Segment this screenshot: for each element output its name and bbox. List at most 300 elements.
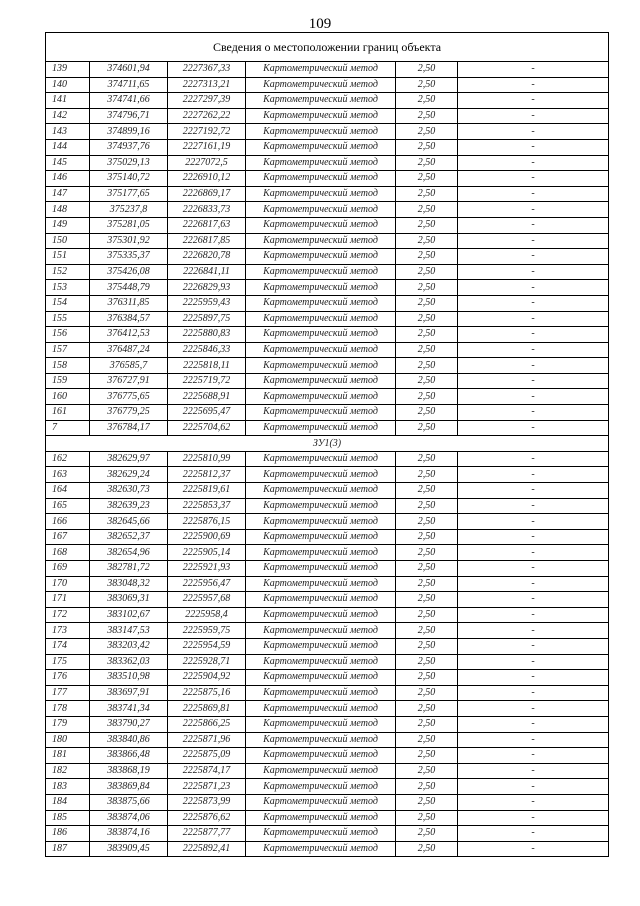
method-cell: Картометрический метод: [246, 139, 396, 155]
coordinate-x: 375237,8: [90, 202, 168, 218]
method-cell: Картометрический метод: [246, 607, 396, 623]
coordinate-y: 2226833,73: [168, 202, 246, 218]
description-cell: -: [458, 467, 609, 483]
point-number: 156: [46, 327, 90, 343]
table-row: [46, 638, 609, 654]
description-cell: -: [458, 93, 609, 109]
coordinate-y: 2225957,68: [168, 592, 246, 608]
precision-cell: 2,50: [396, 311, 458, 327]
coordinate-y: 2225869,81: [168, 701, 246, 717]
table-row: [46, 810, 609, 826]
precision-cell: 2,50: [396, 420, 458, 436]
table-row: [46, 685, 609, 701]
coordinate-x: 383869,84: [90, 779, 168, 795]
coordinate-x: 376384,57: [90, 311, 168, 327]
point-number: 161: [46, 405, 90, 421]
coordinate-x: 383874,06: [90, 810, 168, 826]
coordinate-y: 2225695,47: [168, 405, 246, 421]
table-row: [46, 592, 609, 608]
coordinate-x: 382652,37: [90, 529, 168, 545]
coordinate-x: 382630,73: [90, 483, 168, 499]
coordinate-x: 374796,71: [90, 108, 168, 124]
coordinate-x: 382629,97: [90, 451, 168, 467]
method-cell: Картометрический метод: [246, 451, 396, 467]
coordinate-x: 376779,25: [90, 405, 168, 421]
description-cell: -: [458, 701, 609, 717]
point-number: 141: [46, 93, 90, 109]
coordinate-y: 2225959,43: [168, 295, 246, 311]
table-row: [46, 498, 609, 514]
table-row: [46, 732, 609, 748]
table-row: [46, 108, 609, 124]
description-cell: -: [458, 545, 609, 561]
method-cell: Картометрический метод: [246, 124, 396, 140]
description-cell: -: [458, 498, 609, 514]
precision-cell: 2,50: [396, 514, 458, 530]
description-cell: -: [458, 826, 609, 842]
point-number: 158: [46, 358, 90, 374]
method-cell: Картометрический метод: [246, 155, 396, 171]
coordinate-x: 383874,16: [90, 826, 168, 842]
coordinate-x: 383069,31: [90, 592, 168, 608]
coordinate-y: 2227192,72: [168, 124, 246, 140]
description-cell: -: [458, 670, 609, 686]
coordinate-x: 383866,48: [90, 748, 168, 764]
table-row: [46, 139, 609, 155]
method-cell: Картометрический метод: [246, 467, 396, 483]
table-row: [46, 514, 609, 530]
method-cell: Картометрический метод: [246, 498, 396, 514]
table-row: [46, 654, 609, 670]
point-number: 164: [46, 483, 90, 499]
description-cell: -: [458, 405, 609, 421]
coordinate-x: 374601,94: [90, 62, 168, 78]
point-number: 180: [46, 732, 90, 748]
coordinate-x: 382629,24: [90, 467, 168, 483]
method-cell: Картометрический метод: [246, 389, 396, 405]
boundary-table: [45, 32, 609, 857]
point-number: 186: [46, 826, 90, 842]
precision-cell: 2,50: [396, 576, 458, 592]
coordinate-x: 375301,92: [90, 233, 168, 249]
point-number: 139: [46, 62, 90, 78]
table-row: [46, 373, 609, 389]
precision-cell: 2,50: [396, 389, 458, 405]
table-row: [46, 763, 609, 779]
precision-cell: 2,50: [396, 327, 458, 343]
coordinate-y: 2225905,14: [168, 545, 246, 561]
coordinate-x: 383362,03: [90, 654, 168, 670]
precision-cell: 2,50: [396, 358, 458, 374]
coordinate-x: 383048,32: [90, 576, 168, 592]
point-number: 178: [46, 701, 90, 717]
coordinate-y: 2226820,78: [168, 249, 246, 265]
table-row: [46, 483, 609, 499]
precision-cell: 2,50: [396, 561, 458, 577]
description-cell: -: [458, 62, 609, 78]
description-cell: -: [458, 108, 609, 124]
precision-cell: 2,50: [396, 654, 458, 670]
point-number: 147: [46, 186, 90, 202]
precision-cell: 2,50: [396, 280, 458, 296]
precision-cell: 2,50: [396, 670, 458, 686]
coordinate-y: 2226910,12: [168, 171, 246, 187]
coordinate-x: 376727,91: [90, 373, 168, 389]
coordinate-x: 376311,85: [90, 295, 168, 311]
coordinate-y: 2225954,59: [168, 638, 246, 654]
table-row: [46, 77, 609, 93]
description-cell: -: [458, 233, 609, 249]
point-number: 162: [46, 451, 90, 467]
method-cell: Картометрический метод: [246, 358, 396, 374]
description-cell: -: [458, 139, 609, 155]
point-number: 171: [46, 592, 90, 608]
point-number: 174: [46, 638, 90, 654]
table-title-row: [46, 33, 609, 62]
point-number: 154: [46, 295, 90, 311]
method-cell: Картометрический метод: [246, 217, 396, 233]
coordinate-y: 2226817,63: [168, 217, 246, 233]
description-cell: -: [458, 779, 609, 795]
precision-cell: 2,50: [396, 623, 458, 639]
coordinate-y: 2225719,72: [168, 373, 246, 389]
coordinate-x: 383147,53: [90, 623, 168, 639]
coordinate-y: 2226869,17: [168, 186, 246, 202]
point-number: 187: [46, 841, 90, 857]
point-number: 157: [46, 342, 90, 358]
table-row: [46, 545, 609, 561]
table-title: Сведения о местоположении границ объекта: [46, 33, 609, 62]
coordinate-y: 2225810,99: [168, 451, 246, 467]
point-number: 150: [46, 233, 90, 249]
description-cell: -: [458, 654, 609, 670]
method-cell: Картометрический метод: [246, 670, 396, 686]
point-number: 160: [46, 389, 90, 405]
coordinate-y: 2225866,25: [168, 716, 246, 732]
point-number: 144: [46, 139, 90, 155]
point-number: 142: [46, 108, 90, 124]
point-number: 173: [46, 623, 90, 639]
precision-cell: 2,50: [396, 498, 458, 514]
method-cell: Картометрический метод: [246, 171, 396, 187]
table-row: [46, 311, 609, 327]
method-cell: Картометрический метод: [246, 420, 396, 436]
coordinate-y: 2227297,39: [168, 93, 246, 109]
precision-cell: 2,50: [396, 202, 458, 218]
method-cell: Картометрический метод: [246, 623, 396, 639]
coordinate-y: 2225853,37: [168, 498, 246, 514]
coordinate-x: 374741,66: [90, 93, 168, 109]
coordinate-y: 2227262,22: [168, 108, 246, 124]
coordinate-x: 376784,17: [90, 420, 168, 436]
description-cell: -: [458, 841, 609, 857]
description-cell: -: [458, 217, 609, 233]
coordinate-x: 383102,67: [90, 607, 168, 623]
table-row: [46, 202, 609, 218]
point-number: 166: [46, 514, 90, 530]
method-cell: Картометрический метод: [246, 264, 396, 280]
coordinate-x: 375281,05: [90, 217, 168, 233]
coordinate-x: 374899,16: [90, 124, 168, 140]
description-cell: -: [458, 280, 609, 296]
coordinate-x: 383790,27: [90, 716, 168, 732]
table-row: [46, 295, 609, 311]
table-row: [46, 716, 609, 732]
precision-cell: 2,50: [396, 716, 458, 732]
coordinate-x: 374937,76: [90, 139, 168, 155]
description-cell: -: [458, 592, 609, 608]
coordinate-y: 2225819,61: [168, 483, 246, 499]
precision-cell: 2,50: [396, 732, 458, 748]
point-number: 170: [46, 576, 90, 592]
coordinate-x: 374711,65: [90, 77, 168, 93]
precision-cell: 2,50: [396, 342, 458, 358]
table-row: [46, 779, 609, 795]
coordinate-x: 376412,53: [90, 327, 168, 343]
method-cell: Картометрический метод: [246, 826, 396, 842]
description-cell: -: [458, 810, 609, 826]
coordinate-y: 2227367,33: [168, 62, 246, 78]
coordinate-y: 2225876,15: [168, 514, 246, 530]
precision-cell: 2,50: [396, 217, 458, 233]
coordinate-x: 383909,45: [90, 841, 168, 857]
method-cell: Картометрический метод: [246, 202, 396, 218]
method-cell: Картометрический метод: [246, 342, 396, 358]
coordinate-x: 383741,34: [90, 701, 168, 717]
description-cell: -: [458, 576, 609, 592]
precision-cell: 2,50: [396, 529, 458, 545]
point-number: 183: [46, 779, 90, 795]
precision-cell: 2,50: [396, 638, 458, 654]
table-row: [46, 841, 609, 857]
precision-cell: 2,50: [396, 545, 458, 561]
coordinate-y: 2225871,23: [168, 779, 246, 795]
coordinate-y: 2225818,11: [168, 358, 246, 374]
coordinate-x: 382654,96: [90, 545, 168, 561]
point-number: 165: [46, 498, 90, 514]
coordinate-x: 382645,66: [90, 514, 168, 530]
method-cell: Картометрический метод: [246, 249, 396, 265]
coordinate-y: 2225875,16: [168, 685, 246, 701]
description-cell: -: [458, 732, 609, 748]
table-row: [46, 794, 609, 810]
table-row: [46, 124, 609, 140]
method-cell: Картометрический метод: [246, 405, 396, 421]
precision-cell: 2,50: [396, 467, 458, 483]
method-cell: Картометрический метод: [246, 233, 396, 249]
method-cell: Картометрический метод: [246, 186, 396, 202]
coordinate-y: 2225928,71: [168, 654, 246, 670]
point-number: 167: [46, 529, 90, 545]
boundary-table-frame: [45, 32, 608, 857]
point-number: 184: [46, 794, 90, 810]
coordinate-y: 2225900,69: [168, 529, 246, 545]
coordinate-y: 2225874,17: [168, 763, 246, 779]
precision-cell: 2,50: [396, 701, 458, 717]
coordinate-x: 383875,66: [90, 794, 168, 810]
coordinate-y: 2225871,96: [168, 732, 246, 748]
table-row: [46, 186, 609, 202]
table-row: [46, 420, 609, 436]
method-cell: Картометрический метод: [246, 638, 396, 654]
point-number: 169: [46, 561, 90, 577]
point-number: 151: [46, 249, 90, 265]
precision-cell: 2,50: [396, 155, 458, 171]
table-row: [46, 576, 609, 592]
table-row: [46, 342, 609, 358]
coordinate-y: 2225688,91: [168, 389, 246, 405]
coordinate-x: 375335,37: [90, 249, 168, 265]
method-cell: Картометрический метод: [246, 295, 396, 311]
table-row: [46, 327, 609, 343]
table-row: [46, 389, 609, 405]
method-cell: Картометрический метод: [246, 592, 396, 608]
coordinate-y: 2225958,4: [168, 607, 246, 623]
description-cell: -: [458, 420, 609, 436]
coordinate-y: 2225846,33: [168, 342, 246, 358]
section-label: ЗУ1(3): [46, 436, 609, 452]
description-cell: -: [458, 186, 609, 202]
description-cell: -: [458, 451, 609, 467]
table-row: [46, 155, 609, 171]
method-cell: Картометрический метод: [246, 685, 396, 701]
description-cell: -: [458, 249, 609, 265]
coordinate-x: 383840,86: [90, 732, 168, 748]
description-cell: -: [458, 794, 609, 810]
description-cell: -: [458, 373, 609, 389]
table-row: [46, 670, 609, 686]
description-cell: -: [458, 327, 609, 343]
table-row: [46, 358, 609, 374]
description-cell: -: [458, 623, 609, 639]
coordinate-x: 383203,42: [90, 638, 168, 654]
coordinate-x: 376585,7: [90, 358, 168, 374]
coordinate-y: 2225904,92: [168, 670, 246, 686]
method-cell: Картометрический метод: [246, 311, 396, 327]
coordinate-x: 375177,65: [90, 186, 168, 202]
coordinate-x: 375140,72: [90, 171, 168, 187]
precision-cell: 2,50: [396, 810, 458, 826]
precision-cell: 2,50: [396, 607, 458, 623]
method-cell: Картометрический метод: [246, 77, 396, 93]
method-cell: Картометрический метод: [246, 716, 396, 732]
point-number: 155: [46, 311, 90, 327]
table-row: [46, 561, 609, 577]
point-number: 149: [46, 217, 90, 233]
coordinate-y: 2225812,37: [168, 467, 246, 483]
point-number: 163: [46, 467, 90, 483]
description-cell: -: [458, 483, 609, 499]
method-cell: Картометрический метод: [246, 514, 396, 530]
description-cell: -: [458, 748, 609, 764]
point-number: 182: [46, 763, 90, 779]
coordinate-y: 2225875,09: [168, 748, 246, 764]
method-cell: Картометрический метод: [246, 561, 396, 577]
point-number: 159: [46, 373, 90, 389]
coordinate-y: 2225921,93: [168, 561, 246, 577]
description-cell: -: [458, 514, 609, 530]
point-number: 148: [46, 202, 90, 218]
coordinate-y: 2225897,75: [168, 311, 246, 327]
description-cell: -: [458, 529, 609, 545]
table-row: [46, 748, 609, 764]
point-number: 146: [46, 171, 90, 187]
point-number: 179: [46, 716, 90, 732]
point-number: 145: [46, 155, 90, 171]
precision-cell: 2,50: [396, 373, 458, 389]
description-cell: -: [458, 685, 609, 701]
precision-cell: 2,50: [396, 295, 458, 311]
precision-cell: 2,50: [396, 483, 458, 499]
description-cell: -: [458, 638, 609, 654]
method-cell: Картометрический метод: [246, 62, 396, 78]
method-cell: Картометрический метод: [246, 93, 396, 109]
precision-cell: 2,50: [396, 249, 458, 265]
precision-cell: 2,50: [396, 124, 458, 140]
point-number: 177: [46, 685, 90, 701]
coordinate-y: 2225880,83: [168, 327, 246, 343]
precision-cell: 2,50: [396, 108, 458, 124]
precision-cell: 2,50: [396, 405, 458, 421]
description-cell: -: [458, 607, 609, 623]
point-number: 176: [46, 670, 90, 686]
table-row: [46, 451, 609, 467]
coordinate-y: 2227161,19: [168, 139, 246, 155]
coordinate-x: 375448,79: [90, 280, 168, 296]
description-cell: -: [458, 311, 609, 327]
method-cell: Картометрический метод: [246, 841, 396, 857]
table-row: [46, 217, 609, 233]
table-row: [46, 529, 609, 545]
point-number: 185: [46, 810, 90, 826]
coordinate-x: 382781,72: [90, 561, 168, 577]
coordinate-x: 382639,23: [90, 498, 168, 514]
description-cell: -: [458, 295, 609, 311]
point-number: 152: [46, 264, 90, 280]
method-cell: Картометрический метод: [246, 529, 396, 545]
table-row: [46, 233, 609, 249]
coordinate-x: 383697,91: [90, 685, 168, 701]
precision-cell: 2,50: [396, 62, 458, 78]
point-number: 140: [46, 77, 90, 93]
coordinate-y: 2225956,47: [168, 576, 246, 592]
method-cell: Картометрический метод: [246, 779, 396, 795]
point-number: 153: [46, 280, 90, 296]
description-cell: -: [458, 389, 609, 405]
description-cell: -: [458, 358, 609, 374]
table-row: [46, 826, 609, 842]
coordinate-y: 2226841,11: [168, 264, 246, 280]
precision-cell: 2,50: [396, 763, 458, 779]
method-cell: Картометрический метод: [246, 483, 396, 499]
precision-cell: 2,50: [396, 685, 458, 701]
method-cell: Картометрический метод: [246, 701, 396, 717]
coordinate-y: 2225959,75: [168, 623, 246, 639]
table-row: [46, 467, 609, 483]
method-cell: Картометрический метод: [246, 373, 396, 389]
precision-cell: 2,50: [396, 264, 458, 280]
method-cell: Картометрический метод: [246, 327, 396, 343]
method-cell: Картометрический метод: [246, 748, 396, 764]
page-number: 109: [308, 16, 332, 32]
precision-cell: 2,50: [396, 451, 458, 467]
description-cell: -: [458, 716, 609, 732]
precision-cell: 2,50: [396, 748, 458, 764]
description-cell: -: [458, 155, 609, 171]
precision-cell: 2,50: [396, 779, 458, 795]
coordinate-y: 2227313,21: [168, 77, 246, 93]
description-cell: -: [458, 171, 609, 187]
